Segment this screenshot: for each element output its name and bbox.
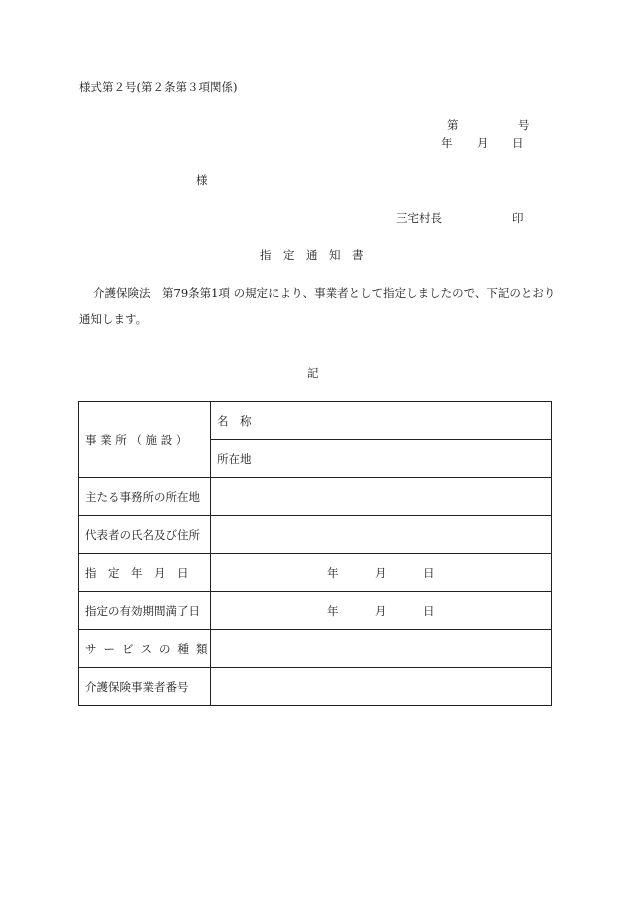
representative-value-cell xyxy=(211,516,552,554)
table-row xyxy=(79,554,552,592)
provider-number-label-cell xyxy=(79,668,211,706)
representative-label: 代表者の氏名及び住所 xyxy=(85,527,200,542)
provider-number-value-cell xyxy=(211,668,552,706)
designation-date-value-cell xyxy=(211,554,552,592)
table-row xyxy=(79,478,552,516)
table-row xyxy=(79,630,552,668)
provider-number-label: 介護保険事業者番号 xyxy=(85,679,189,694)
record-heading: 記 xyxy=(307,366,319,380)
issue-date-year: 年 xyxy=(441,136,453,150)
designation-date-label: 指 定 年 月 日 xyxy=(85,565,189,580)
addressee-honorific: 様 xyxy=(196,173,208,187)
facility-label: 事 業 所 （ 施 設 ） xyxy=(85,432,188,447)
expiry-date-label-cell xyxy=(79,592,211,630)
expiry-date-day: 日 xyxy=(423,603,435,618)
table-row xyxy=(79,592,552,630)
table-row xyxy=(79,668,552,706)
service-type-label: サービスの種類 xyxy=(85,641,215,656)
expiry-date-label: 指定の有効期間満了日 xyxy=(85,603,200,618)
representative-label-cell xyxy=(79,516,211,554)
designation-date-year: 年 xyxy=(327,565,339,580)
facility-address-cell xyxy=(211,440,552,478)
issuer-name: 三宅村長 xyxy=(396,211,442,225)
main-office-value-cell xyxy=(211,478,552,516)
service-type-label-cell xyxy=(79,630,215,668)
document-title: 指 定 通 知 書 xyxy=(260,248,364,262)
table-row xyxy=(79,516,552,554)
issuer-seal: 印 xyxy=(512,211,524,225)
issue-date-day: 日 xyxy=(512,136,524,150)
issue-number-suffix: 号 xyxy=(518,118,530,132)
form-number-label: 様式第２号(第２条第３項関係) xyxy=(79,80,238,94)
facility-label-cell xyxy=(79,402,211,478)
designation-date-label-cell xyxy=(79,554,211,592)
facility-address-label: 所在地 xyxy=(217,451,252,466)
designation-date-month: 月 xyxy=(375,565,387,580)
body-text-line-2: 通知します。 xyxy=(79,312,148,326)
issue-date-month: 月 xyxy=(477,136,489,150)
table-row xyxy=(79,402,552,440)
designation-date-day: 日 xyxy=(423,565,435,580)
service-type-value-cell xyxy=(211,630,552,668)
expiry-date-value-cell xyxy=(211,592,552,630)
expiry-date-month: 月 xyxy=(375,603,387,618)
facility-name-cell xyxy=(211,402,552,440)
main-office-label: 主たる事務所の所在地 xyxy=(85,489,200,504)
facility-name-label: 名 称 xyxy=(217,413,252,428)
issue-number-prefix: 第 xyxy=(447,118,459,132)
designation-details-table xyxy=(78,401,552,706)
body-text-line-1: 介護保険法 第79条第1項 の規定により、事業者として指定しましたので、下記のとおり xyxy=(93,286,556,300)
expiry-date-year: 年 xyxy=(327,603,339,618)
main-office-label-cell xyxy=(79,478,211,516)
